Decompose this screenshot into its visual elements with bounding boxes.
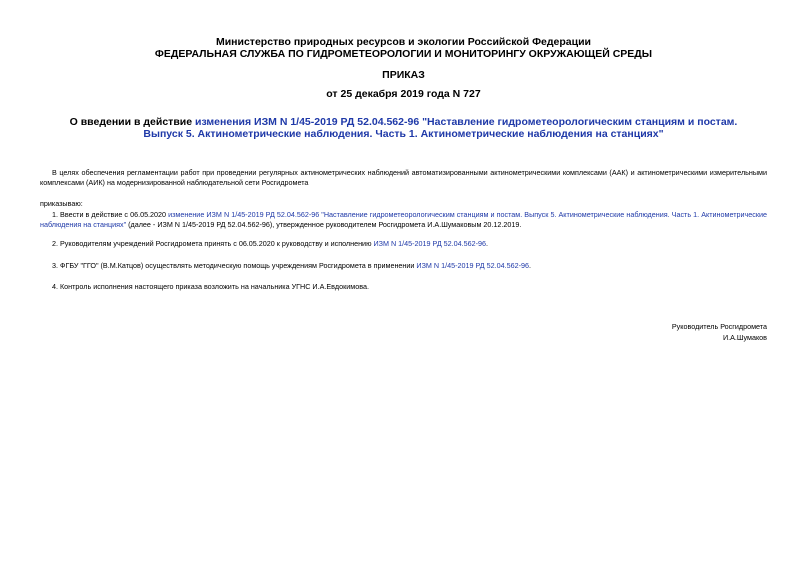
order-item-2 (40, 239, 767, 249)
order-item-4: 4. Контроль исполнения настоящего приказа возложить на начальника УГНС И.А.Евдокимова. (52, 282, 369, 291)
order-item-1-suffix: (далее - ИЗМ N 1/45-2019 РД 52.04.562-96), утвержденное руководителем Росгидромета И.А.Шумаковым 20.12.2019. (126, 220, 522, 229)
intro-paragraph: В целях обеспечения регламентации работ при проведении регулярных актинометрических наблюдений автоматизированными актинометрическими комплексами (ААК) и актинометрическими измерительными комплексами (АИК) на модернизированной наблюдательной сети Росгидромета (40, 168, 767, 187)
signatory-name: И.А.Шумаков (722, 333, 767, 342)
order-item-3-suffix: . (529, 261, 531, 270)
order-item-1 (40, 210, 767, 230)
prikazyvayu-label: приказываю: (40, 199, 83, 208)
order-item-3-prefix: 3. ФГБУ "ГГО" (В.М.Катцов) осуществлять методическую помощь учреждениям Росгидромета в применении (52, 261, 417, 270)
signatory-position: Руководитель Росгидромета (671, 322, 767, 331)
document-date-number: от 25 декабря 2019 года N 727 (326, 88, 481, 100)
order-item-1-link[interactable]: изменение ИЗМ N 1/45-2019 РД 52.04.562-96 "Наставление гидрометеорологическим станциям и постам. Выпуск 5. Актинометрические наблюдения. Часть 1. Актинометрические наблюдения на станциях" (40, 210, 768, 229)
document-title (52, 116, 755, 140)
title-link[interactable]: изменения ИЗМ N 1/45-2019 РД 52.04.562-96 "Наставление гидрометеорологическим станциям и постам. Выпуск 5. Актинометрические наблюдения. Часть 1. Актинометрические наблюдения на станциях" (143, 116, 738, 140)
order-item-3-link[interactable]: ИЗМ N 1/45-2019 РД 52.04.562-96 (416, 261, 529, 270)
title-prefix: О введении в действие (69, 116, 195, 128)
ministry-name: Министерство природных ресурсов и экологии Российской Федерации (215, 36, 592, 48)
order-item-1-prefix: 1. Ввести в действие с 06.05.2020 (52, 210, 169, 219)
order-item-2-suffix: . (486, 239, 489, 248)
service-name: ФЕДЕРАЛЬНАЯ СЛУЖБА ПО ГИДРОМЕТЕОРОЛОГИИ И МОНИТОРИНГУ ОКРУЖАЮЩЕЙ СРЕДЫ (154, 48, 653, 60)
order-item-3 (40, 261, 767, 271)
order-item-2-prefix: 2. Руководителям учреждений Росгидромета принять с 06.05.2020 к руководству и исполнению (52, 239, 374, 248)
order-item-2-link[interactable]: ИЗМ N 1/45-2019 РД 52.04.562-96 (373, 239, 487, 248)
document-type: ПРИКАЗ (382, 69, 425, 81)
